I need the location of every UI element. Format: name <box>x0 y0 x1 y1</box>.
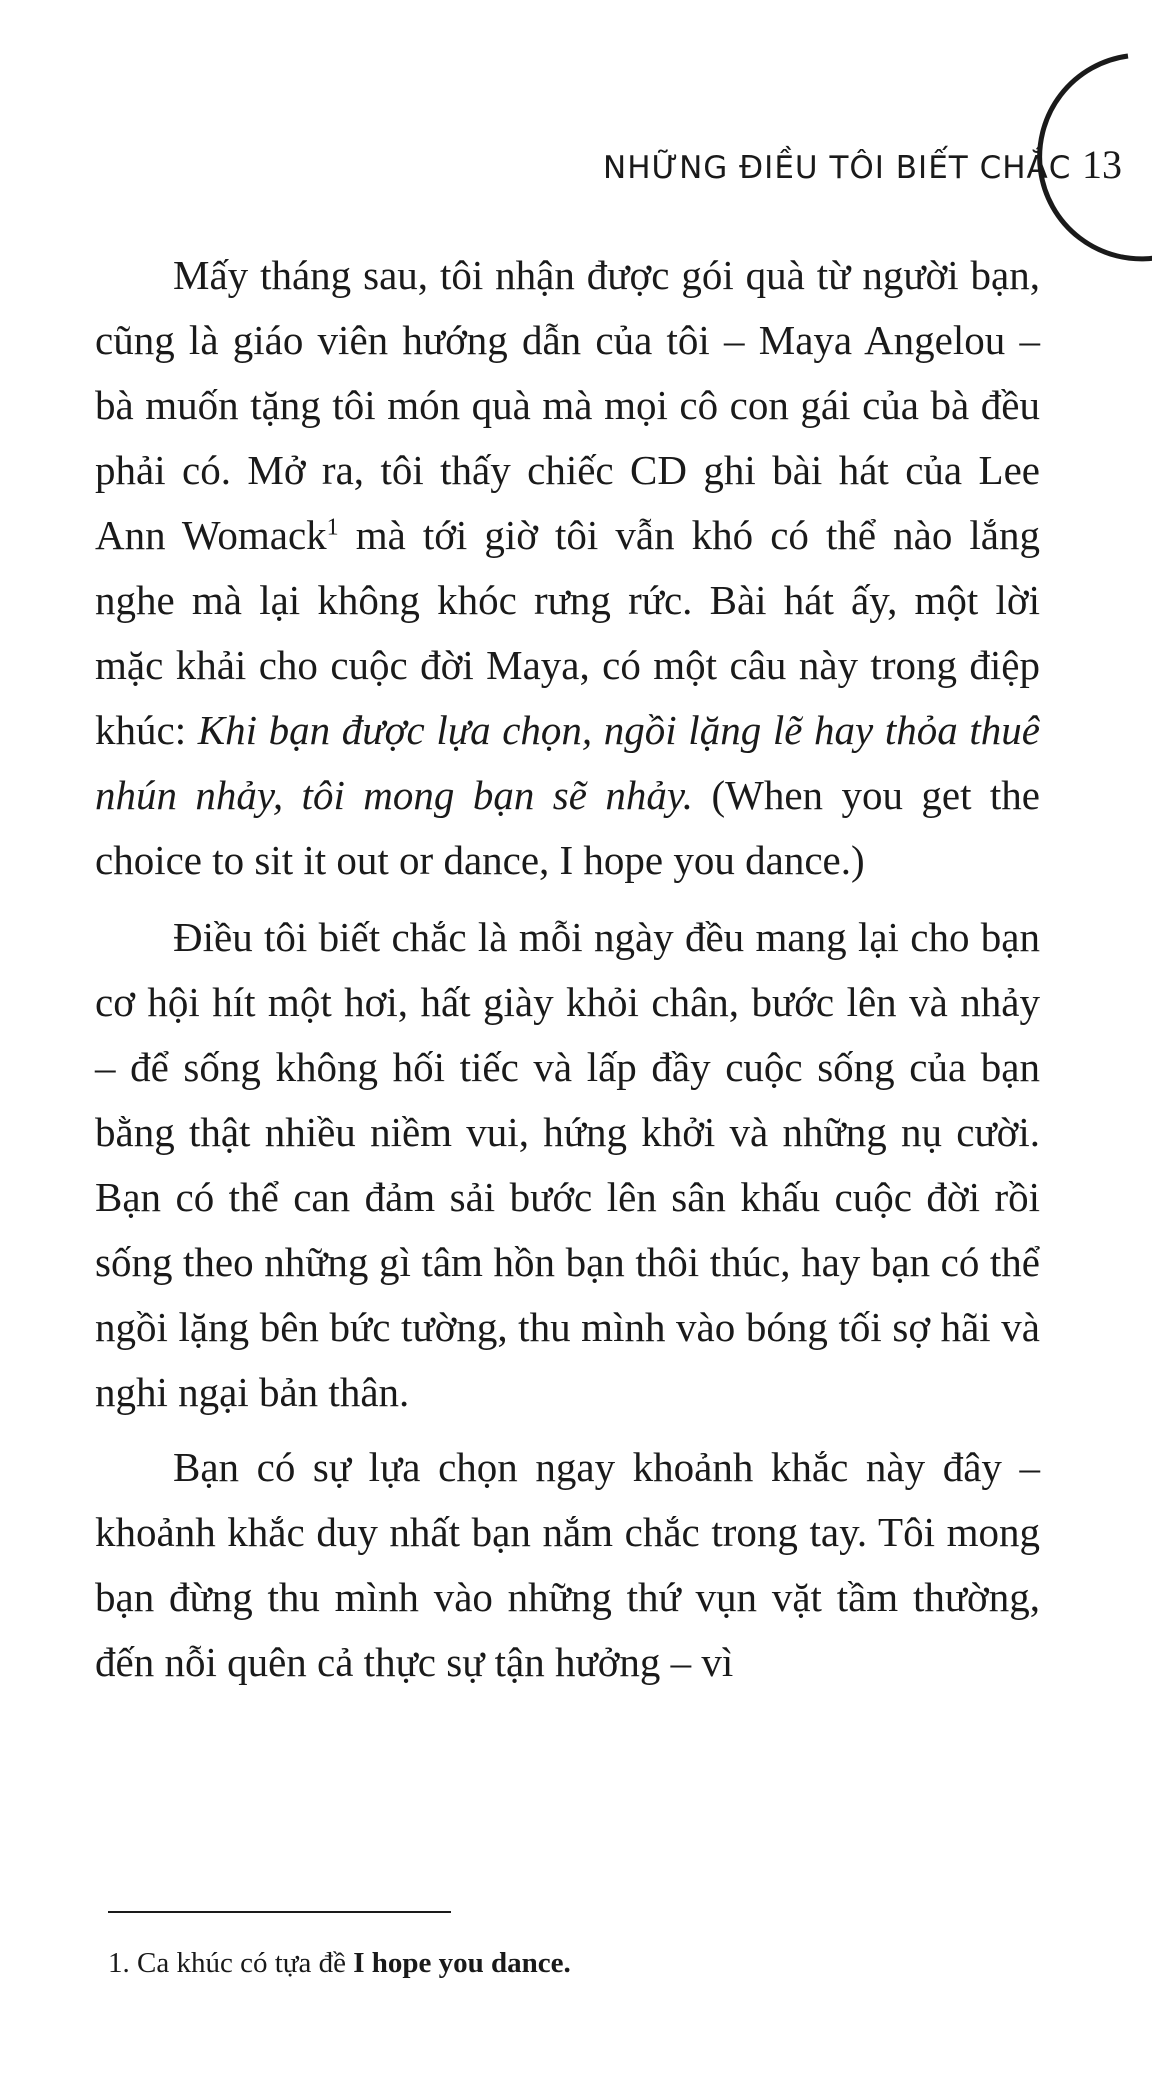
paragraph-3: Bạn có sự lựa chọn ngay khoảnh khắc này đây – khoảnh khắc duy nhất bạn nắm chắc trong tay. Tôi mong bạn đừng thu mình vào những thứ vụn vặt tầm thường, đến nỗi quên cả thực sự tận hưởng – vì <box>95 1444 1040 1685</box>
song-quote-vietnamese: Khi bạn được lựa chọn, ngồi lặng lẽ hay thỏa thuê nhún nhảy, tôi mong bạn sẽ nhảy. <box>95 707 1040 818</box>
paragraph-1-continuation: mà tới giờ tôi vẫn khó có thể nào lắng nghe mà lại không khóc rưng rức. Bài hát ấy, một lời mặc khải cho cuộc đời Maya, có một câu này trong điệp khúc: <box>95 512 1040 753</box>
paragraph-2: Điều tôi biết chắc là mỗi ngày đều mang lại cho bạn cơ hội hít một hơi, hất giày khỏi chân, bước lên và nhảy – để sống không hối tiếc và lấp đầy cuộc sống của bạn bằng thật nhiều niềm vui, hứng khởi và những nụ cười. Bạn có thể can đảm sải bước lên sân khấu cuộc đời rồi sống theo những gì tâm hồn bạn thôi thúc, hay bạn có thể ngồi lặng bên bức tường, thu mình vào bóng tối sợ hãi và nghi ngại bản thân. <box>95 914 1040 1415</box>
footnote-text: Ca khúc có tựa đề <box>129 1947 354 1979</box>
footnote-number: 1. <box>108 1947 130 1979</box>
paragraph-1-text: Mấy tháng sau, tôi nhận được gói quà từ người bạn, cũng là giáo viên hướng dẫn của tôi – Maya Angelou – bà muốn tặng tôi món quà mà mọi cô con gái của bà đều phải có. Mở ra, tôi thấy chiếc CD ghi bài hát của Lee Ann Womack <box>95 252 1040 558</box>
footnote-reference: 1 <box>326 514 339 541</box>
song-quote-english: (When you get the choice to sit it out or dance, I hope you dance.) <box>95 772 1040 883</box>
paragraph-1 <box>95 243 1040 893</box>
body-text <box>95 243 1040 1695</box>
running-header: NHỮNG ĐIỀU TÔI BIẾT CHẮC <box>603 150 1072 186</box>
footnote-song-title: I hope you dance. <box>353 1947 571 1979</box>
footnote <box>108 1946 571 1980</box>
footnote-divider <box>108 1911 451 1913</box>
page-number: 13 <box>1082 142 1122 187</box>
